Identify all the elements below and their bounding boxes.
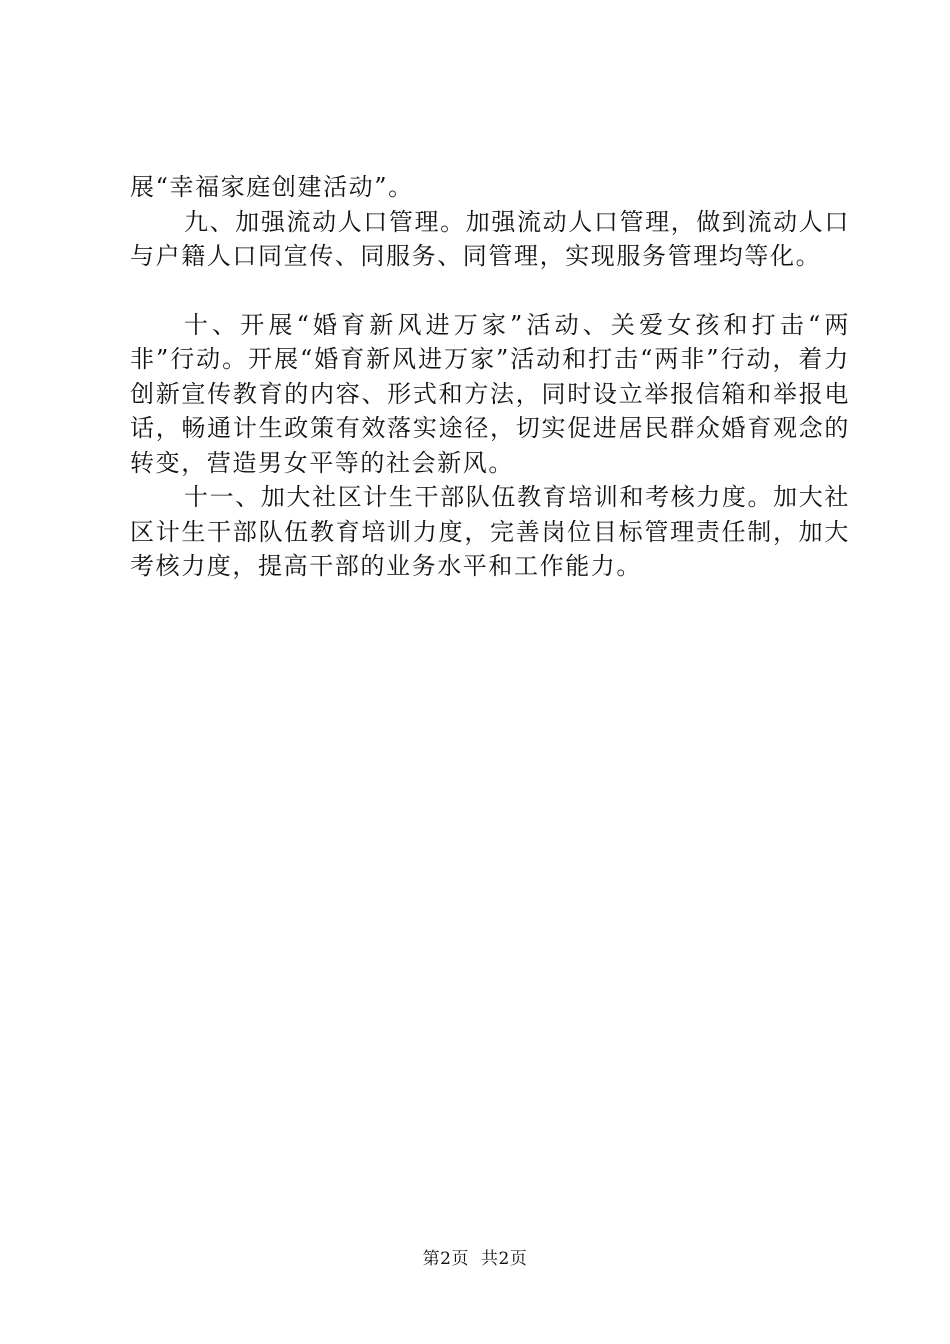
page-number: 第2页	[422, 1249, 469, 1269]
page-total: 共2页	[481, 1249, 528, 1269]
paragraph-spacer	[130, 274, 850, 308]
paragraph-continuation: 展“幸福家庭创建活动”。	[130, 173, 414, 201]
paragraph-section-11: 十一、加大社区计生干部队伍教育培训和考核力度。加大社区计生干部队伍教育培训力度，完善岗位目标管理责任制，加大考核力度，提高干部的业务水平和工作能力。	[130, 483, 850, 580]
page-footer	[0, 1244, 950, 1269]
paragraph-section-9: 九、加强流动人口管理。加强流动人口管理，做到流动人口与户籍人口同宣传、同服务、同管理，实现服务管理均等化。	[130, 207, 850, 270]
paragraph-section-10: 十、开展“婚育新风进万家”活动、关爱女孩和打击“两非”行动。开展“婚育新风进万家”活动和打击“两非”行动，着力创新宣传教育的内容、形式和方法，同时设立举报信箱和举报电话，畅通计生政策有效落实途径，切实促进居民群众婚育观念的转变，营造男女平等的社会新风。	[130, 310, 850, 477]
document-body	[130, 170, 850, 584]
